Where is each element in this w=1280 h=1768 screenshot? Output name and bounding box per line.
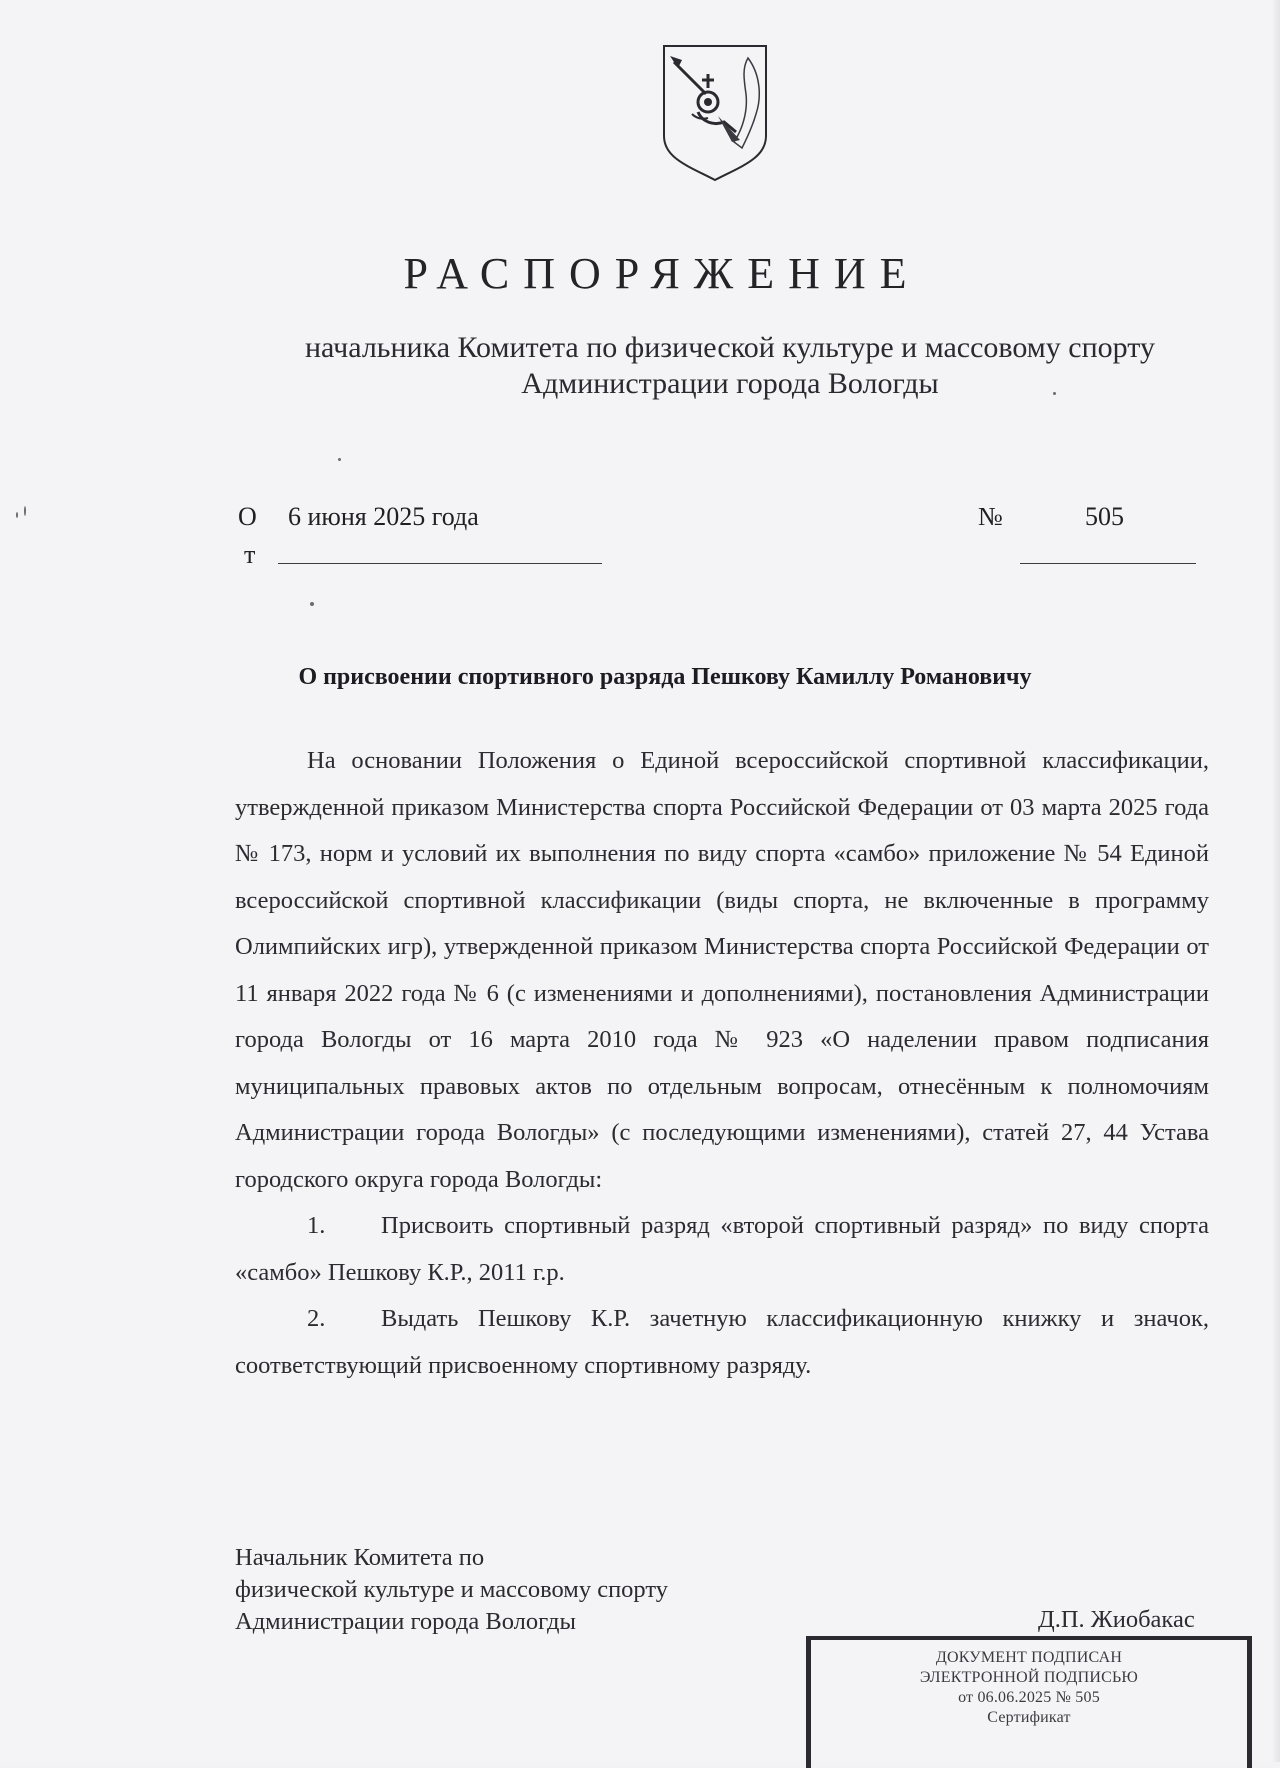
number-sign: № [978,502,1003,531]
date-underline [278,563,602,564]
scan-speck [310,602,314,606]
list-item-text: Выдать Пешкову К.Р. зачетную классификационную книжку и значок, соответствующий присвоенному спортивному разряду. [235,1305,1209,1379]
stamp-line: ДОКУМЕНТ ПОДПИСАН [935,1649,1123,1666]
document-title: РАСПОРЯЖЕНИЕ [403,249,921,298]
stamp-line: от 06.06.2025 № 505 [958,1689,1100,1706]
list-item [235,1203,1209,1296]
coat-of-arms-emblem [662,44,768,182]
document-heading: О присвоении спортивного разряда Пешкову Камиллу Романовичу [298,664,1032,690]
list-item-number: 1. [307,1212,326,1239]
scan-speck [338,458,341,461]
number-underline [1020,563,1196,564]
scan-speck [24,506,26,516]
scan-speck [16,512,18,518]
signatory-position-line: Администрации города Вологды [235,1608,576,1635]
document-body [235,738,1209,1389]
list-item-number: 2. [307,1305,326,1332]
date-prefix-t: т [244,540,256,569]
subtitle-line: Администрации города Вологды [521,367,939,400]
list-item-text: Присвоить спортивный разряд «второй спортивный разряд» по виду спорта «самбо» Пешкову К.Р., 2011 г.р. [235,1212,1209,1286]
document-subtitle [200,330,1260,402]
list-item [235,1296,1209,1389]
signatory-position-line: физической культуре и массовому спорту [235,1576,668,1603]
preamble-paragraph: На основании Положения о Единой всероссийской спортивной классификации, утвержденной приказом Министерства спорта Российской Федерации от 03 марта 2025 года № 173, норм и условий их выполнения по виду спорта «самбо» приложение № 54 Единой всероссийской спортивной классификации (виды спорта, не включенные в программу Олимпийских игр), утвержденной приказом Министерства спорта Российской Федерации от 11 января 2022 года № 6 (с изменениями и дополнениями), постановления Администрации города Вологды от 16 марта 2010 года № 923 «О наделении правом подписания муниципальных правовых актов по отдельным вопросам, отнесённым к полномочиям Администрации города Вологды» (с последующими изменениями), статей 27, 44 Устава городского округа города Вологды: [235,747,1209,1193]
document-number: 505 [1085,502,1124,531]
date-prefix-o: О [238,502,257,531]
signatory-name: Д.П. Жиобакас [1038,1606,1195,1633]
electronic-signature-stamp [806,1636,1252,1768]
subtitle-line: начальника Комитета по физической культуре и массовому спорту [305,331,1155,364]
stamp-line: ЭЛЕКТРОННОЙ ПОДПИСЬЮ [919,1669,1139,1686]
signatory-position-line: Начальник Комитета по [235,1544,485,1571]
signatory-position [235,1542,668,1638]
document-date: 6 июня 2025 года [288,502,479,531]
stamp-line: Сертификат [987,1709,1071,1726]
